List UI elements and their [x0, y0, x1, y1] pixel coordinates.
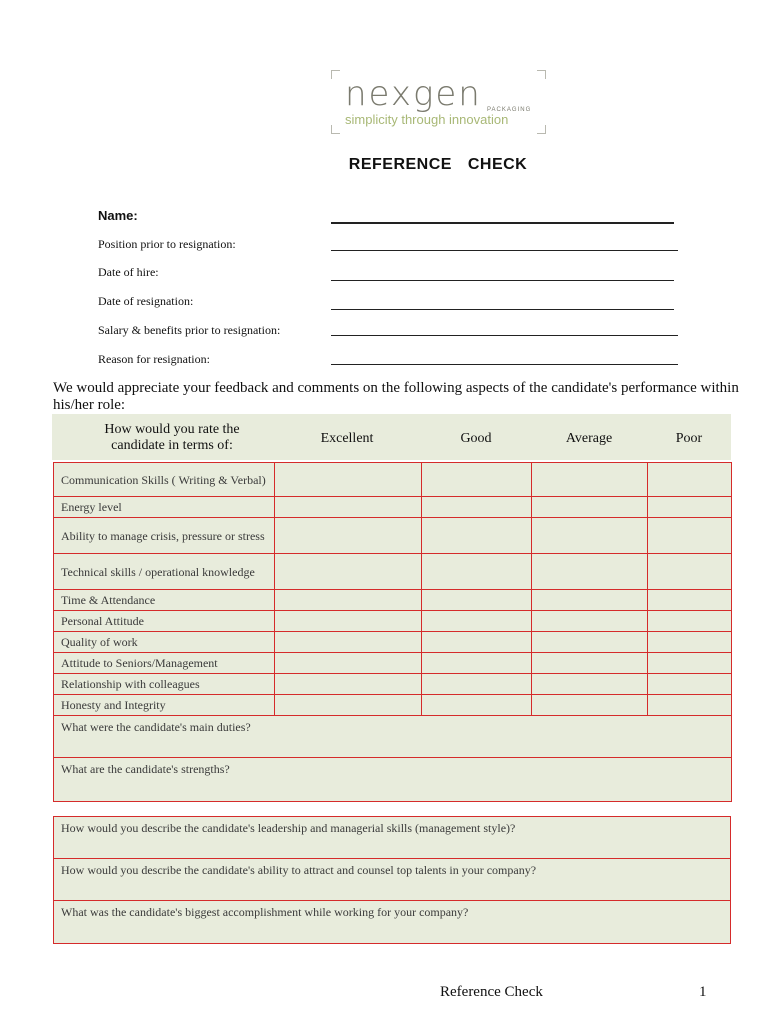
intro-paragraph: We would appreciate your feedback and comments on the following aspects of the candidate's performance within his/her role:: [53, 380, 739, 413]
poor-header: Poor: [675, 431, 703, 446]
rating-row: [54, 674, 732, 695]
name-label: Name:: [98, 208, 138, 223]
rating-row: [54, 590, 732, 611]
rating-cell-poor[interactable]: [648, 590, 732, 611]
footer-label: Reference Check: [440, 984, 543, 1000]
question-field[interactable]: What was the candidate's biggest accomplishment while working for your company?: [54, 901, 731, 944]
salary-line[interactable]: [331, 335, 678, 336]
rating-row: [54, 611, 732, 632]
rating-criterion: Honesty and Integrity: [54, 695, 275, 716]
rating-cell-good[interactable]: [422, 518, 532, 554]
resignation-date-label: Date of resignation:: [98, 294, 194, 308]
rating-criterion: Personal Attitude: [54, 611, 275, 632]
rating-row: [54, 653, 732, 674]
page-title: REFERENCE CHECK: [348, 156, 528, 173]
question-field[interactable]: How would you describe the candidate's leadership and managerial skills (management style)?: [54, 817, 731, 859]
rating-cell-good[interactable]: [422, 554, 532, 590]
rating-cell-excellent[interactable]: [275, 497, 422, 518]
rating-cell-excellent[interactable]: [275, 695, 422, 716]
question-field[interactable]: How would you describe the candidate's ability to attract and counsel top talents in your company?: [54, 859, 731, 901]
rating-cell-average[interactable]: [532, 611, 648, 632]
rating-criterion: Technical skills / operational knowledge: [54, 554, 275, 590]
rating-cell-good[interactable]: [422, 632, 532, 653]
question-field[interactable]: What were the candidate's main duties?: [54, 716, 732, 758]
rating-cell-poor[interactable]: [648, 695, 732, 716]
rating-row: [54, 497, 732, 518]
rating-cell-excellent[interactable]: [275, 554, 422, 590]
rating-row: [54, 554, 732, 590]
rating-cell-excellent[interactable]: [275, 590, 422, 611]
rating-cell-good[interactable]: [422, 590, 532, 611]
rating-cell-poor[interactable]: [648, 554, 732, 590]
rating-criterion: Energy level: [54, 497, 275, 518]
rating-cell-excellent[interactable]: [275, 674, 422, 695]
question-row: [54, 817, 731, 859]
rating-cell-good[interactable]: [422, 463, 532, 497]
average-header: Average: [565, 431, 613, 446]
rating-header: [52, 414, 731, 460]
rating-cell-average[interactable]: [532, 632, 648, 653]
rating-cell-average[interactable]: [532, 554, 648, 590]
logo-tagline: simplicity through innovation: [345, 112, 509, 127]
rating-cell-poor[interactable]: [648, 518, 732, 554]
position-label: Position prior to resignation:: [98, 237, 236, 251]
rating-row: [54, 463, 732, 497]
name-line[interactable]: [331, 222, 674, 224]
rating-cell-average[interactable]: [532, 590, 648, 611]
rating-cell-good[interactable]: [422, 674, 532, 695]
company-logo: [331, 70, 546, 134]
rating-table: [53, 462, 732, 802]
rating-cell-average[interactable]: [532, 518, 648, 554]
question-row: [54, 901, 731, 944]
rating-cell-average[interactable]: [532, 463, 648, 497]
question-table: [53, 816, 731, 944]
rating-cell-average[interactable]: [532, 674, 648, 695]
rating-cell-good[interactable]: [422, 611, 532, 632]
rating-cell-good[interactable]: [422, 497, 532, 518]
rating-criterion: Attitude to Seniors/Management: [54, 653, 275, 674]
rating-cell-excellent[interactable]: [275, 463, 422, 497]
rating-cell-poor[interactable]: [648, 653, 732, 674]
question-field[interactable]: What are the candidate's strengths?: [54, 758, 732, 802]
rating-cell-average[interactable]: [532, 497, 648, 518]
rating-cell-excellent[interactable]: [275, 632, 422, 653]
rating-cell-poor[interactable]: [648, 463, 732, 497]
resignation-date-line[interactable]: [331, 309, 674, 310]
rating-cell-average[interactable]: [532, 653, 648, 674]
rating-row: [54, 518, 732, 554]
position-line[interactable]: [331, 250, 678, 251]
logo-wordmark: nexgen: [345, 74, 482, 114]
rating-criterion: Relationship with colleagues: [54, 674, 275, 695]
question-row: [54, 758, 732, 802]
rating-criterion: Ability to manage crisis, pressure or stress: [54, 518, 275, 554]
rating-cell-poor[interactable]: [648, 497, 732, 518]
page-number: 1: [699, 984, 707, 1000]
reason-label: Reason for resignation:: [98, 352, 210, 366]
rating-cell-good[interactable]: [422, 695, 532, 716]
hire-date-label: Date of hire:: [98, 265, 159, 279]
rating-cell-poor[interactable]: [648, 611, 732, 632]
logo-subtitle: PACKAGING: [487, 107, 532, 113]
rating-cell-good[interactable]: [422, 653, 532, 674]
rating-cell-poor[interactable]: [648, 674, 732, 695]
rating-cell-excellent[interactable]: [275, 611, 422, 632]
hire-date-line[interactable]: [331, 280, 674, 281]
rating-cell-excellent[interactable]: [275, 518, 422, 554]
excellent-header: Excellent: [320, 431, 374, 446]
criteria-header: How would you rate the candidate in terms of:: [104, 422, 240, 453]
rating-criterion: Time & Attendance: [54, 590, 275, 611]
rating-cell-average[interactable]: [532, 695, 648, 716]
question-row: [54, 716, 732, 758]
rating-criterion: Communication Skills ( Writing & Verbal): [54, 463, 275, 497]
rating-criterion: Quality of work: [54, 632, 275, 653]
rating-cell-excellent[interactable]: [275, 653, 422, 674]
good-header: Good: [460, 431, 492, 446]
rating-row: [54, 632, 732, 653]
reason-line[interactable]: [331, 364, 678, 365]
question-row: [54, 859, 731, 901]
salary-label: Salary & benefits prior to resignation:: [98, 323, 281, 337]
rating-cell-poor[interactable]: [648, 632, 732, 653]
rating-row: [54, 695, 732, 716]
